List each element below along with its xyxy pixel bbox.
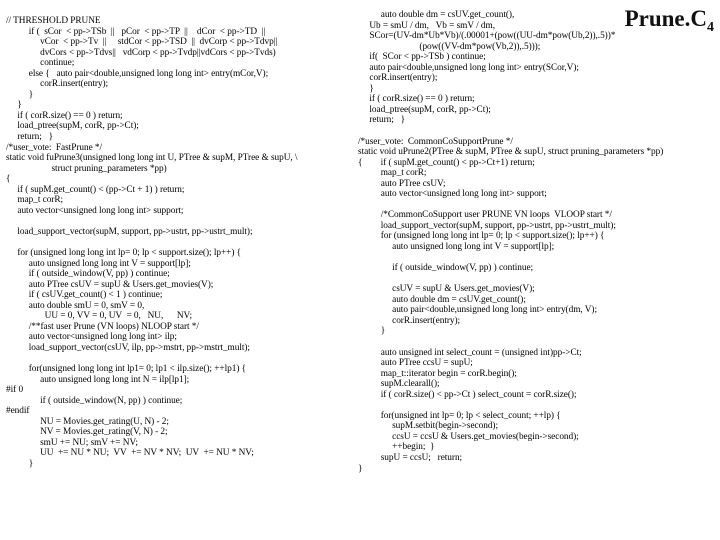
slide-title-main: Prune.C <box>624 6 707 31</box>
code-line <box>358 400 658 411</box>
code-line <box>6 237 350 248</box>
slide-title-subscript: 4 <box>707 20 714 35</box>
code-line: NV = Movies.get_rating(V, N) - 2; <box>6 427 168 438</box>
code-line: csUV = supU & Users.get_movies(V); <box>358 284 535 295</box>
code-line: auto double dm = csUV.get_count(), <box>358 10 515 20</box>
code-line: auto pair<double,unsigned long long int> entry(SCor,V); <box>358 62 579 73</box>
code-line: auto unsigned long long int V = support[lp]; <box>358 242 555 253</box>
code-line: { if ( supM.get_count() < pp->Ct+1) return; <box>358 157 535 168</box>
code-line: auto double dm = csUV.get_count(); <box>358 294 526 305</box>
code-line: load_ptree(supM, corR, pp->Ct); <box>6 121 139 132</box>
code-line: map_t corR; <box>6 195 64 206</box>
code-line: if ( outside_window(V, pp) ) continue; <box>6 269 170 280</box>
code-line: if ( csUV.get_count() < 1 ) continue; <box>6 290 163 301</box>
code-line: auto vector<unsigned long long int> support; <box>6 205 184 216</box>
code-line: smU += NU; smV += NV; <box>6 437 138 448</box>
code-line <box>358 253 658 264</box>
code-line: #if 0 <box>6 385 24 396</box>
code-line: supM.setbit(begin->second); <box>358 421 498 432</box>
code-line: /*user_vote: FastPrune */ <box>6 142 103 153</box>
code-line <box>358 337 658 348</box>
code-line: auto PTree csUV; <box>358 178 446 189</box>
code-line <box>358 274 658 285</box>
code-line: UU += NU * NU; VV += NV * NV; UV += NU * NV; <box>6 448 254 459</box>
code-line: /**fast user Prune (VN loops) NLOOP start */ <box>6 321 199 332</box>
code-line: if ( corR.size() == 0 ) return; <box>6 110 123 121</box>
code-line: /*CommonCoSupport user PRUNE VN loops VLOOP start */ <box>358 210 612 221</box>
code-line: if ( corR.size() < pp->Ct ) select_count = corR.size(); <box>358 389 577 400</box>
code-line: load_support_vector(supM, support, pp->ustrt, pp->ustrt_mult); <box>358 220 616 231</box>
code-line: /*user_vote: CommonCoSupportPrune */ <box>358 136 513 147</box>
code-line: supU = ccsU; return; <box>358 452 463 463</box>
code-line: for (unsigned long long int lp= 0; lp < support.size(); lp++) { <box>358 231 605 242</box>
code-line: return; } <box>6 132 54 143</box>
code-line: static void uPrune2(PTree & supM, PTree & supU, struct pruning_parameters *pp) <box>358 147 664 158</box>
code-line: SCor=(UV-dm*Ub*Vb)/(.00001+(pow((UU-dm*pow(Ub,2)),.5))* <box>358 31 616 42</box>
code-line: auto vector<unsigned long long int> support; <box>358 189 547 200</box>
code-line: if ( outside_window(V, pp) ) continue; <box>358 263 534 274</box>
code-line <box>358 200 658 211</box>
code-line: // THRESHOLD PRUNE <box>6 16 101 26</box>
code-line: auto unsigned long long int N = ilp[lp1]; <box>6 374 190 385</box>
code-line: vCor < pp->Tv || stdCor < pp->TSD || dvCorp < pp->Tdvp|| <box>6 37 278 48</box>
code-line: auto PTree ccsU = supU; <box>358 358 473 369</box>
code-line: (pow((VV-dm*pow(Vb,2)),.5))); <box>358 41 541 52</box>
code-line: supM.clearall(); <box>358 379 440 390</box>
code-line: Ub = smU / dm, Vb = smV / dm, <box>358 20 495 31</box>
code-column-right <box>358 10 664 474</box>
code-line: load_support_vector(supM, support, pp->ustrt, pp->ustrt_mult); <box>6 226 253 237</box>
code-line: auto vector<unsigned long long int> ilp; <box>6 332 177 343</box>
code-line: auto unsigned int select_count = (unsigned int)pp->Ct; <box>358 347 582 358</box>
code-line: } <box>6 100 22 111</box>
code-line: if ( corR.size() == 0 ) return; <box>358 94 475 105</box>
code-line: corR.insert(entry); <box>6 79 109 90</box>
code-line: if ( sCor < pp->TSb || pCor < pp->TP || dCor < pp->TD || <box>6 26 266 37</box>
code-line: for(unsigned int lp= 0; lp < select_count; ++lp) { <box>358 410 561 421</box>
code-line: map_t::iterator begin = corR.begin(); <box>358 368 517 379</box>
code-line: UU = 0, VV = 0, UV = 0, NU, NV; <box>6 311 193 322</box>
code-line: if ( outside_window(N, pp) ) continue; <box>6 395 183 406</box>
code-line: ccsU = ccsU & Users.get_movies(begin->second); <box>358 431 579 442</box>
code-line: corR.insert(entry); <box>358 73 438 84</box>
code-line: for (unsigned long long int lp= 0; lp < support.size(); lp++) { <box>6 248 242 259</box>
code-line: if( SCor < pp->TSb ) continue; <box>358 52 486 63</box>
code-line: auto PTree csUV = supU & Users.get_movies(V); <box>6 279 214 290</box>
code-line: NU = Movies.get_rating(U, N) - 2; <box>6 416 169 427</box>
code-line: map_t corR; <box>358 168 427 179</box>
code-line: corR.insert(entry); <box>358 315 461 326</box>
code-line: auto pair<double,unsigned long long int> entry(dm, V); <box>358 305 598 316</box>
code-line: auto unsigned long long int V = support[lp]; <box>6 258 191 269</box>
code-line: continue; <box>6 58 75 69</box>
code-line: load_ptree(supM, corR, pp->Ct); <box>358 104 491 115</box>
code-line: } <box>358 83 374 94</box>
code-line: } <box>358 326 386 337</box>
code-line <box>6 216 350 227</box>
code-line: static void fuPrune3(unsigned long long int U, PTree & supM, PTree & supU, \ <box>6 153 298 164</box>
code-line: for(unsigned long long int lp1= 0; lp1 < ilp.size(); ++lp1) { <box>6 364 247 375</box>
code-line: struct pruning_parameters *pp) <box>6 163 167 174</box>
code-line: auto double smU = 0, smV = 0, <box>6 300 145 311</box>
code-line: { <box>6 174 11 185</box>
code-line: } <box>358 463 363 474</box>
code-line: #endif <box>6 406 30 417</box>
code-line: else { auto pair<double,unsigned long long int> entry(mCor,V); <box>6 68 269 79</box>
code-line <box>6 354 350 365</box>
code-line: load_support_vector(csUV, ilp, pp->mstrt, pp->mstrt_mult); <box>6 342 250 353</box>
code-line: } <box>6 89 34 100</box>
code-line: if ( supM.get_count() < (pp->Ct + 1) ) return; <box>6 184 185 195</box>
code-line: } <box>6 458 34 469</box>
code-column-left <box>6 16 350 470</box>
code-line: ++begin; } <box>358 442 435 453</box>
code-line <box>358 126 658 137</box>
code-line: return; } <box>358 115 406 126</box>
code-line: dvCors < pp->Tdvs|| vdCorp < pp->Tvdp||vdCors < pp->Tvds) <box>6 47 276 58</box>
